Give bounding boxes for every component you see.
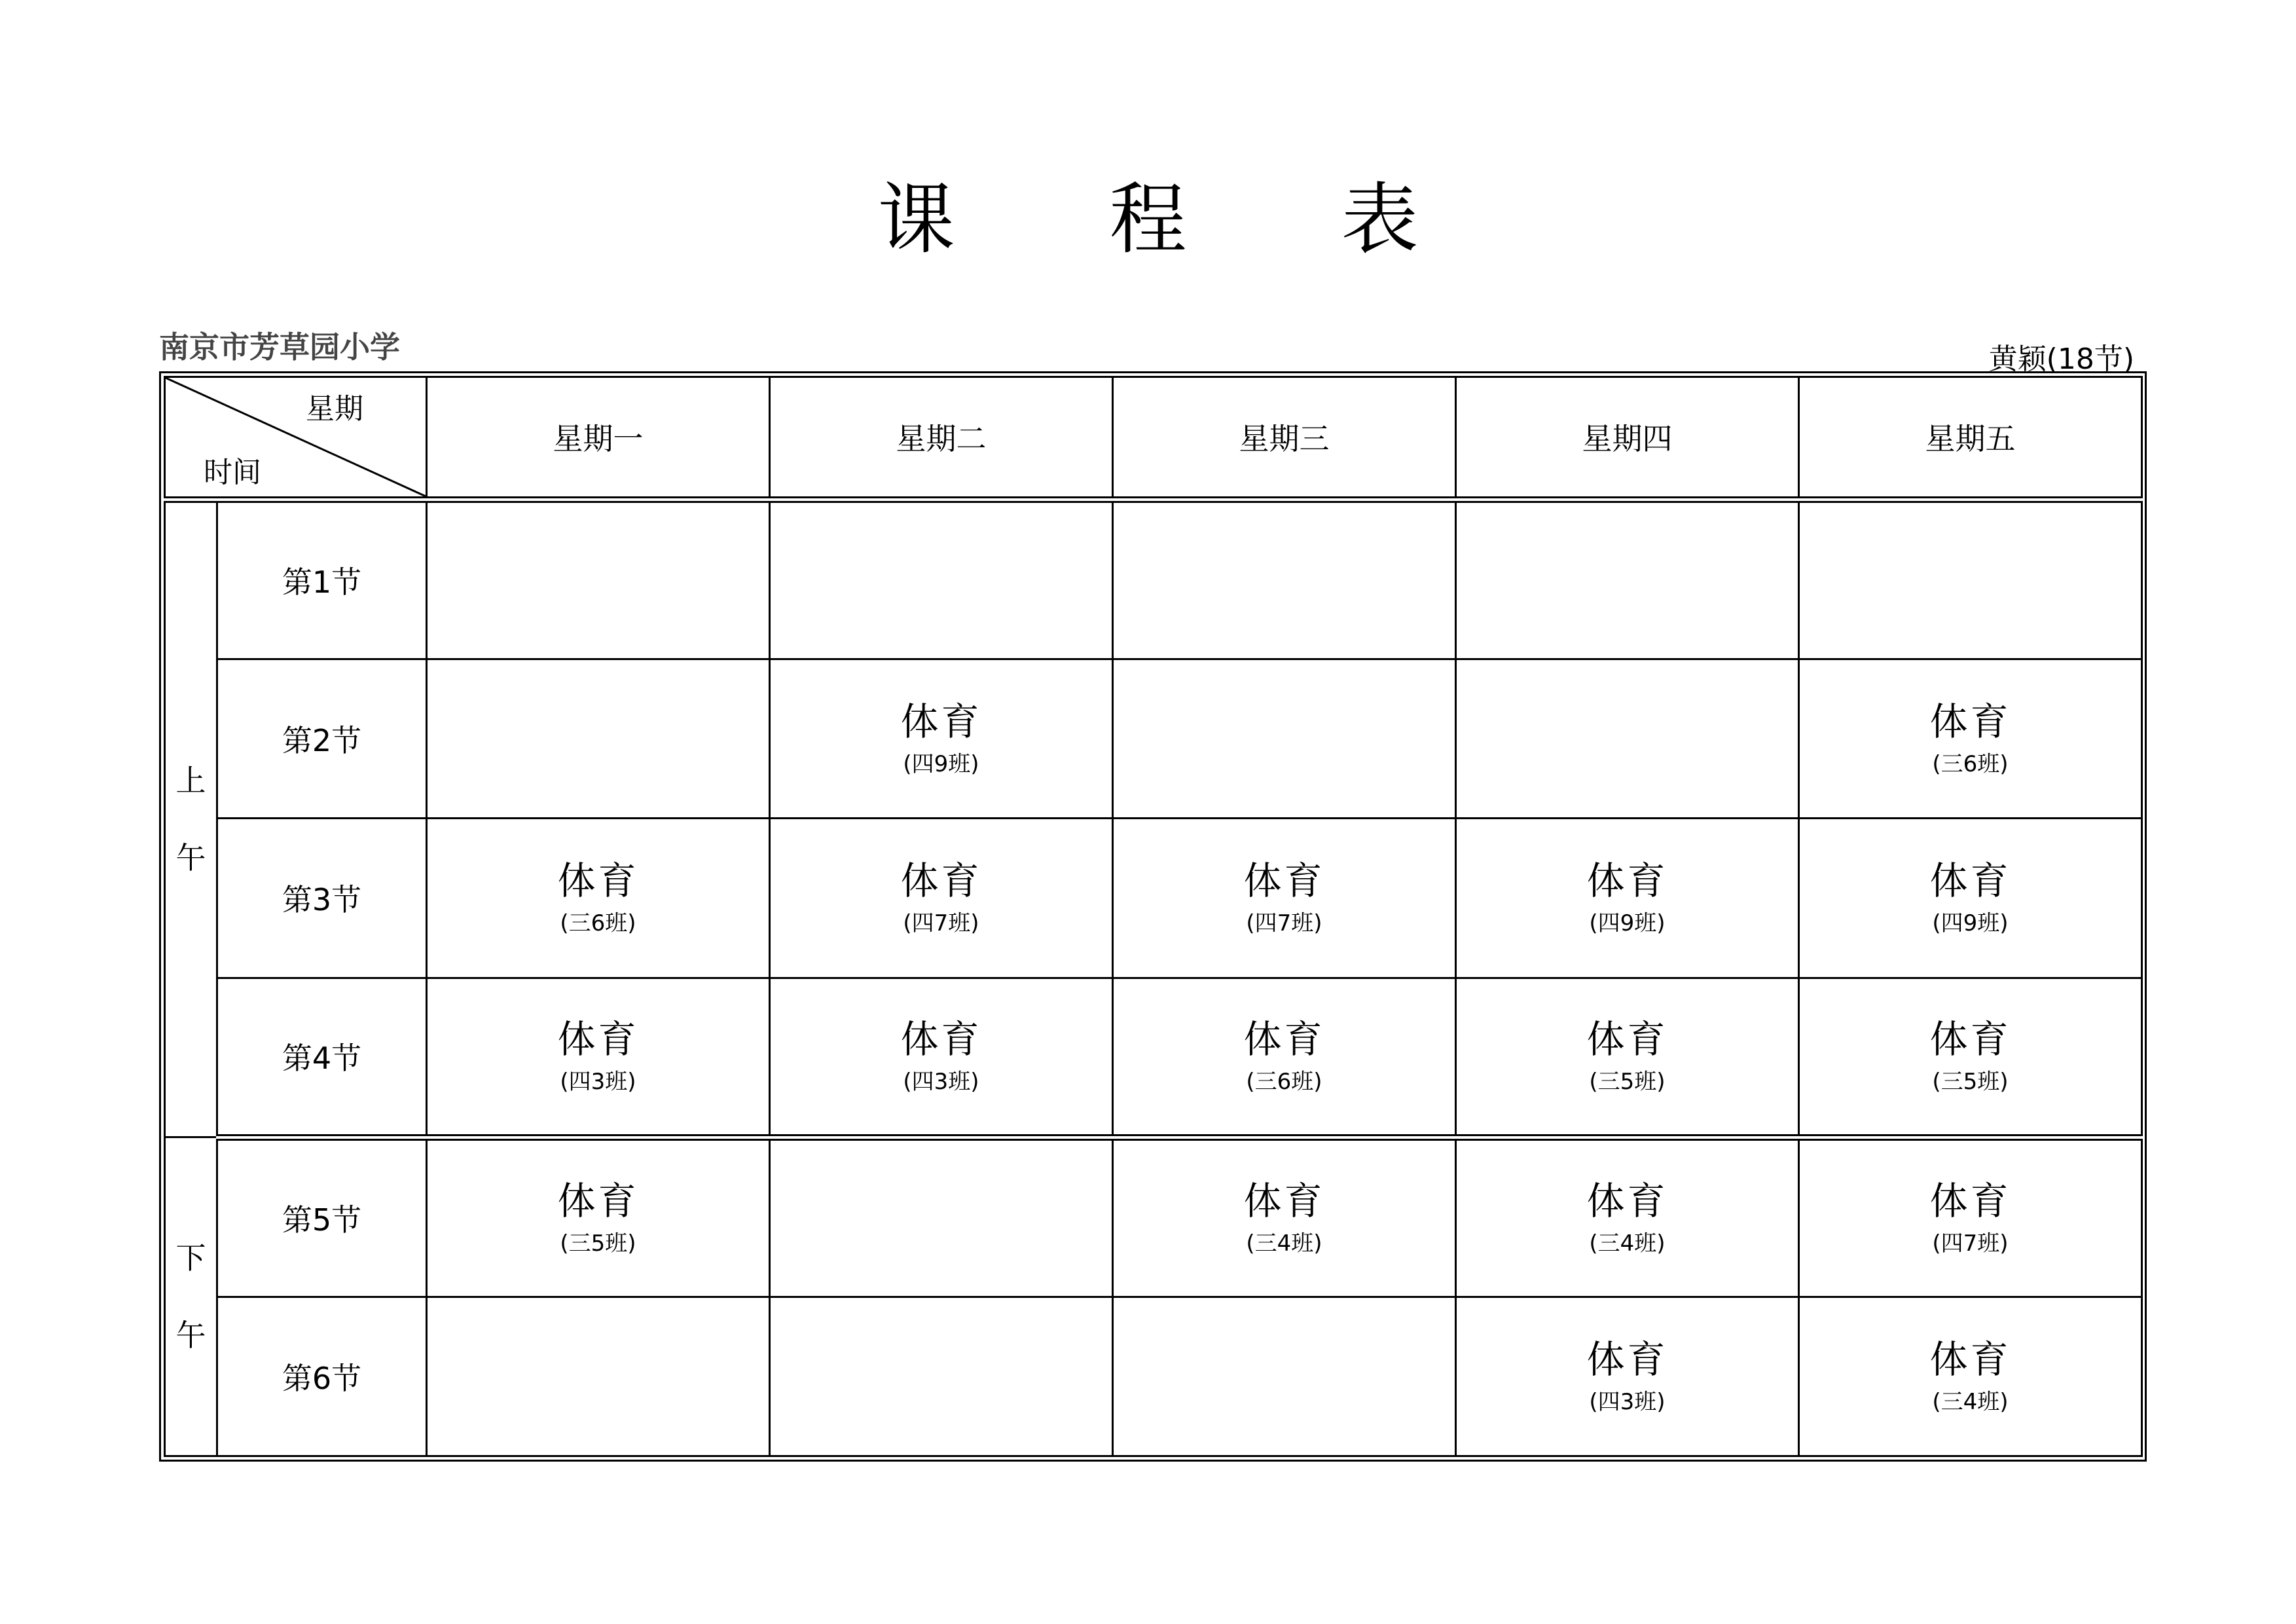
subject-text: 体育 <box>1929 1017 2011 1062</box>
period-label: 第2节 <box>217 659 427 818</box>
lesson-cell <box>427 1137 770 1297</box>
class-text: (三4班) <box>1246 1230 1322 1257</box>
lesson-cell <box>1113 500 1456 659</box>
subject-text: 体育 <box>557 1179 639 1224</box>
subject-text: 体育 <box>900 1017 982 1062</box>
subject-text: 体育 <box>1586 1179 1668 1224</box>
lesson-cell <box>1113 659 1456 818</box>
subject-text: 体育 <box>1929 1179 2011 1224</box>
class-text: (四3班) <box>560 1069 636 1096</box>
lesson-cell <box>770 500 1113 659</box>
day-header-fri: 星期五 <box>1799 377 2142 500</box>
lesson-cell <box>427 659 770 818</box>
lesson-cell <box>1799 1297 2142 1456</box>
class-text: (三4班) <box>1932 1388 2009 1415</box>
morning-char-1: 上 <box>175 763 206 799</box>
lesson-cell <box>1799 978 2142 1137</box>
lesson-cell <box>427 819 770 978</box>
lesson-cell <box>427 500 770 659</box>
lesson-cell <box>770 978 1113 1137</box>
lesson-cell <box>1456 1137 1799 1297</box>
table-row <box>165 659 2142 818</box>
lesson-cell <box>1799 500 2142 659</box>
subject-text: 体育 <box>1586 858 1668 904</box>
lesson-cell <box>1113 1137 1456 1297</box>
table-row <box>165 500 2142 659</box>
table-row <box>165 1137 2142 1297</box>
lesson-cell <box>770 819 1113 978</box>
class-text: (三4班) <box>1589 1230 1666 1257</box>
class-text: (三5班) <box>1589 1069 1666 1096</box>
subject-text: 体育 <box>1586 1337 1668 1382</box>
lesson-cell <box>427 1297 770 1456</box>
lesson-cell <box>1799 819 2142 978</box>
afternoon-char-1: 下 <box>175 1240 206 1276</box>
day-header-tue: 星期二 <box>770 377 1113 500</box>
subject-text: 体育 <box>1243 1179 1325 1224</box>
afternoon-char-2: 午 <box>175 1318 206 1354</box>
subject-text: 体育 <box>557 1017 639 1062</box>
day-header-mon: 星期一 <box>427 377 770 500</box>
subject-text: 体育 <box>1929 1337 2011 1382</box>
subject-text: 体育 <box>900 858 982 904</box>
subject-text: 体育 <box>900 699 982 744</box>
class-text: (四3班) <box>1589 1388 1666 1415</box>
class-text: (三6班) <box>1246 1069 1322 1096</box>
period-label: 第3节 <box>217 819 427 978</box>
lesson-cell <box>427 978 770 1137</box>
subject-text: 体育 <box>1586 1017 1668 1062</box>
class-text: (四7班) <box>903 910 979 937</box>
period-label: 第4节 <box>217 978 427 1137</box>
table-row <box>165 1297 2142 1456</box>
period-label: 第5节 <box>217 1137 427 1297</box>
class-text: (四7班) <box>1932 1230 2009 1257</box>
period-label: 第6节 <box>217 1297 427 1456</box>
lesson-cell <box>1113 978 1456 1137</box>
lesson-cell <box>1799 1137 2142 1297</box>
day-header-thu: 星期四 <box>1456 377 1799 500</box>
corner-time-label: 时间 <box>204 455 261 489</box>
page-title: 课 程 表 <box>877 174 1419 265</box>
day-header-wed: 星期三 <box>1113 377 1456 500</box>
teacher-label: 黄颖(18节) <box>1988 342 2134 376</box>
lesson-cell <box>1799 659 2142 818</box>
subject-text: 体育 <box>1243 858 1325 904</box>
header-row <box>165 377 2142 500</box>
lesson-cell <box>1113 819 1456 978</box>
lesson-cell <box>1113 1297 1456 1456</box>
lesson-cell <box>1456 978 1799 1137</box>
lesson-cell <box>770 659 1113 818</box>
class-text: (三5班) <box>1932 1069 2009 1096</box>
lesson-cell <box>1456 1297 1799 1456</box>
subject-text: 体育 <box>1243 1017 1325 1062</box>
class-text: (三5班) <box>560 1230 636 1257</box>
corner-weekday-label: 星期 <box>306 392 363 426</box>
lesson-cell <box>1456 659 1799 818</box>
school-name: 南京市芳草园小学 <box>159 329 400 365</box>
lesson-cell <box>770 1137 1113 1297</box>
lesson-cell <box>770 1297 1113 1456</box>
class-text: (四7班) <box>1246 910 1322 937</box>
lesson-cell <box>1456 819 1799 978</box>
subject-text: 体育 <box>1929 699 2011 744</box>
lesson-cell <box>1456 500 1799 659</box>
class-text: (三6班) <box>560 910 636 937</box>
table-row <box>165 819 2142 978</box>
subject-text: 体育 <box>557 858 639 904</box>
afternoon-label <box>165 1137 217 1456</box>
class-text: (四3班) <box>903 1069 979 1096</box>
class-text: (四9班) <box>1589 910 1666 937</box>
morning-label <box>165 500 217 1137</box>
class-text: (四9班) <box>1932 910 2009 937</box>
morning-char-2: 午 <box>175 840 206 876</box>
class-text: (四9班) <box>903 750 979 777</box>
period-label: 第1节 <box>217 500 427 659</box>
table-row <box>165 978 2142 1137</box>
subject-text: 体育 <box>1929 858 2011 904</box>
timetable <box>164 376 2143 1457</box>
corner-cell <box>165 377 427 500</box>
class-text: (三6班) <box>1932 750 2009 777</box>
